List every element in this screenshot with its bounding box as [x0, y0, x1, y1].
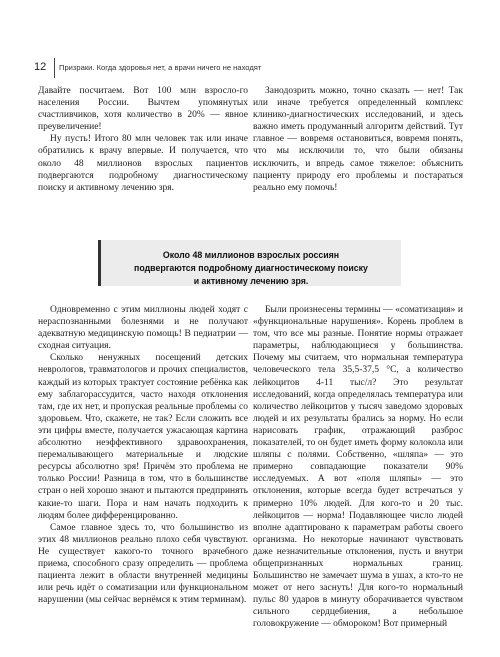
page-number: 12	[34, 61, 47, 73]
paragraph: Давайте посчитаем. Вот 100 млн взросло-го населения России. Вычтем упомянутых счастливчиков, хотя количество в 20% — явное преувеличение!	[38, 86, 248, 133]
paragraph: Сколько ненужных посещений детских неврологов, травматологов и прочих специалистов, каждый из которых трактует состояние ребёнка как ему заблагорассудится, часто находя отклонения там, где их нет, и пропуская реальные проблемы со здоровьем. Что, скажете, не так? Если сложить все эти цифры вместе, получается ужасающая картина абсолютно неэффективного здравоохранения, перемалывающего материальные и людские ресурсы абсолютно зря! Причём это проблема не только России! Разница в том, что в большинстве стран о ней хорошо знают и пытаются предпринять какие-то шаги. Пора и нам начать подходить к людям более дифференцированно.	[38, 353, 248, 521]
callout-line: и активному лечению зря.	[193, 276, 309, 286]
running-title: Призраки. Когда здоровья нет, а врачи ничего не находят	[59, 63, 262, 72]
right-column-bottom	[253, 304, 463, 631]
paragraph: Занодозрить можно, точно сказать — нет! Так или иначе требуется определенный комплекс клинико-диагностических исследований, и здесь важно иметь продуманный алгоритм действий. Тут главное — вовремя остановиться, вовремя понять, что мы исключили то, что были обязаны исключить, и впредь самое тяжелое: объяснить пациенту природу его проблемы и постараться реально ему помочь!	[253, 86, 463, 193]
callout-text	[101, 249, 401, 288]
paragraph: Самое главное здесь то, что большинство из этих 48 миллионов реально плохо себя чувствуют. Не существует какого-то точного врачебного приема, способного сразу определить — проблема пациента лежит в области внутренней медицины или речь идёт о соматизации или функциональном нарушении (мы сейчас вернёмся к этим терминам).	[38, 522, 248, 606]
callout-line: Около 48 миллионов взрослых россиян	[162, 250, 340, 260]
callout-box	[98, 240, 401, 286]
paragraph: Ну пусть! Итого 80 млн человек так или иначе обратились к врачу впервые. И получается, что около 48 миллионов взрослых пациентов подвергаются подробному диагностическому поиску и активному лечению зря.	[38, 134, 248, 193]
header-divider	[54, 58, 55, 78]
right-column-top	[253, 85, 463, 194]
paragraph: Были произнесены термины — «соматизация» и «функциональные нарушения». Корень проблем в том, что все мы разные. Понятие нормы отражает параметры, наблюдающиеся у большинства. Почему мы считаем, что нормальная температура человеческого тела 35,5-37,5 °С, а количество лейкоцитов 4-11 тыс/л? Это результат исследований, когда определялась температура или количество лейкоцитов у тысяч заведомо здоровых людей и их результаты брались за норму. Но если нарисовать график, отражающий разброс показателей, то он будет иметь форму колокола или шляпы с полями. Собственно, «шляпа» — это примерно совпадающие показатели 90% исследуемых. А вот «поля шляпы» — это отклонения, которые всегда будет встречаться у примерно 10% людей. Для кого-то и 20 тыс. лейкоцитов — норма! Подавляющее число людей вполне адаптировано к параметрам работы своего организма. Но некоторые начинают чувствовать даже незначительные отклонения, пусть и внутри общепризнанных нормальных границ. Большинство не замечает шума в ушах, а кто-то не может от него заснуть! Для кого-то нормальный пульс 80 ударов в минуту оборачивается чувством сильного сердцебиения, а небольшое головокружение — обмороком! Вот примерный	[253, 305, 463, 630]
paragraph: Одновременно с этим миллионы людей ходят с нераспознанными болезнями и не получают адекватную медицинскую помощь! В педиатрии — сходная ситуация.	[38, 305, 248, 352]
left-column-bottom	[38, 304, 248, 606]
left-column-top	[38, 85, 248, 194]
callout-line: подвергаются подробному диагностическому поиску	[134, 263, 368, 273]
